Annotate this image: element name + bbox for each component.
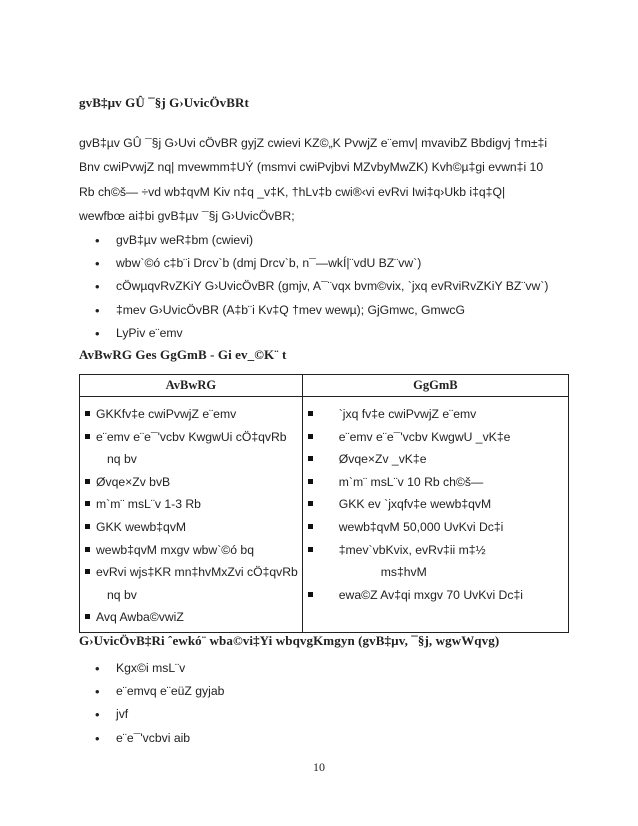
list-item: • e¨e¯'vcbvi aib — [95, 727, 224, 750]
list-item: GKKfv‡e cwiPvwjZ e¨emv — [80, 403, 302, 426]
square-bullet-icon — [308, 456, 313, 461]
table-header-left: AvBwRG — [80, 375, 303, 397]
square-bullet-icon — [308, 592, 313, 597]
intro-line: gvB‡µv GÛ ¯§j G›Uvi cÖvBR gyjZ cwievi KZ©„K PvwjZ e¨emv| mvavibZ Bbdigvj †m±‡i — [79, 136, 548, 150]
list-item: ewa©Z Av‡qi mxgv 70 UvKvi Dc‡i — [303, 584, 568, 607]
table-cell-right — [302, 397, 568, 633]
square-bullet-icon — [308, 434, 313, 439]
list-item: e¨emv e¨e¯'vcbv KwgwUi cÖ‡qvRb — [80, 426, 302, 449]
square-bullet-icon — [85, 614, 90, 619]
list-item: `jxq fv‡e cwiPvwjZ e¨emv — [303, 403, 568, 426]
list-item: • e¨emvq e¨eüZ gyjab — [95, 680, 224, 703]
intro-line: wewfbœ ai‡bi gvB‡µv ¯§j G›UvicÖvBR; — [79, 209, 295, 224]
section-heading-micro-small-enterprise: gvB‡µv GÛ ¯§j G›UvicÖvBRt — [79, 95, 249, 110]
intro-paragraph — [79, 131, 569, 229]
list-item: m`m¨ msL¨v 1-3 Rb — [80, 493, 302, 516]
page-number: 10 — [313, 760, 325, 774]
section-heading-criteria: G›UvicÖvB‡Ri ˆewkó¨ wba©vi‡Yi wbqvgKmgyn (gvB‡µv, ¯§j, wgwWqvg) — [79, 633, 500, 648]
square-bullet-icon — [85, 434, 90, 439]
square-bullet-icon — [308, 479, 313, 484]
intro-line: Bnv cwiPvwjZ nq| mvewmm‡UÝ (msmvi cwiPvjbvi MZvbyMwZK) Kvh©µ‡gi evwn‡i 10 — [79, 160, 544, 175]
list-item: Øvqe×Zv bvB — [80, 471, 302, 494]
list-item: • ‡mev G›UvicÖvBR (A‡b¨i Kv‡Q †mev wewµ); GjGmwc, GmwcG — [95, 299, 548, 322]
square-bullet-icon — [308, 501, 313, 506]
list-item: GKK ev `jxqfv‡e wewb‡qvM — [303, 493, 568, 516]
square-bullet-icon — [85, 524, 90, 529]
enterprise-types-list — [95, 229, 548, 345]
criteria-list — [95, 657, 224, 750]
list-item-continuation: nq bv — [107, 587, 137, 602]
list-item: • wbw`©ó c‡b¨i Drcv`b (dmj Drcv`b, n¯—wkÍ|¨vdU BZ¨vw`) — [95, 252, 548, 275]
comparison-table — [79, 374, 569, 633]
table-cell-left — [80, 397, 303, 633]
square-bullet-icon — [85, 479, 90, 484]
list-item: • gvB‡µv weR‡bm (cwievi) — [95, 229, 548, 252]
square-bullet-icon — [308, 547, 313, 552]
list-item: • Kgx©i msL¨v — [95, 657, 224, 680]
list-item: ‡mev`vbKvix, evRv‡ii m‡½ — [303, 539, 568, 562]
list-item: e¨emv e¨e¯'vcbv KwgwU _vK‡e — [303, 426, 568, 449]
list-item: GKK wewb‡qvM — [80, 516, 302, 539]
section-heading-comparison: AvBwRG Ges GgGmB - Gi ev_©K¨ t — [79, 347, 287, 362]
list-item: • cÖwµqvRvZKiY G›UvicÖvBR (gmjv, A¯¨vqx bvm©vix, `jxq evRviRvZKiY BZ¨vw`) — [95, 275, 548, 298]
table-header-right: GgGmB — [302, 375, 568, 397]
square-bullet-icon — [85, 569, 90, 574]
list-item: Øvqe×Zv _vK‡e — [303, 448, 568, 471]
list-item: evRvi wjs‡KR mn‡hvMxZvi cÖ‡qvRb — [80, 561, 302, 584]
list-item-continuation: nq bv — [107, 452, 137, 467]
right-features-list — [303, 403, 568, 606]
list-item: Avq Awba©vwiZ — [80, 606, 302, 629]
square-bullet-icon — [85, 501, 90, 506]
left-features-list — [80, 403, 302, 629]
list-item: wewb‡qvM mxgv wbw`©ó bq — [80, 539, 302, 562]
square-bullet-icon — [308, 524, 313, 529]
list-item-continuation: ms‡hvM — [380, 565, 427, 580]
list-item: wewb‡qvM 50,000 UvKvi Dc‡i — [303, 516, 568, 539]
square-bullet-icon — [85, 411, 90, 416]
list-item: • jvf — [95, 703, 224, 726]
intro-line: Rb ch©š— ÷vd wb‡qvM Kiv n‡q _v‡K, †hLv‡b cwi®‹vi evRvi Iwi‡q›Ukb i‡q‡Q| — [79, 184, 506, 199]
list-item: m`m¨ msL¨v 10 Rb ch©š— — [303, 471, 568, 494]
square-bullet-icon — [85, 547, 90, 552]
square-bullet-icon — [308, 411, 313, 416]
list-item: • LyPiv e¨emv — [95, 322, 548, 345]
